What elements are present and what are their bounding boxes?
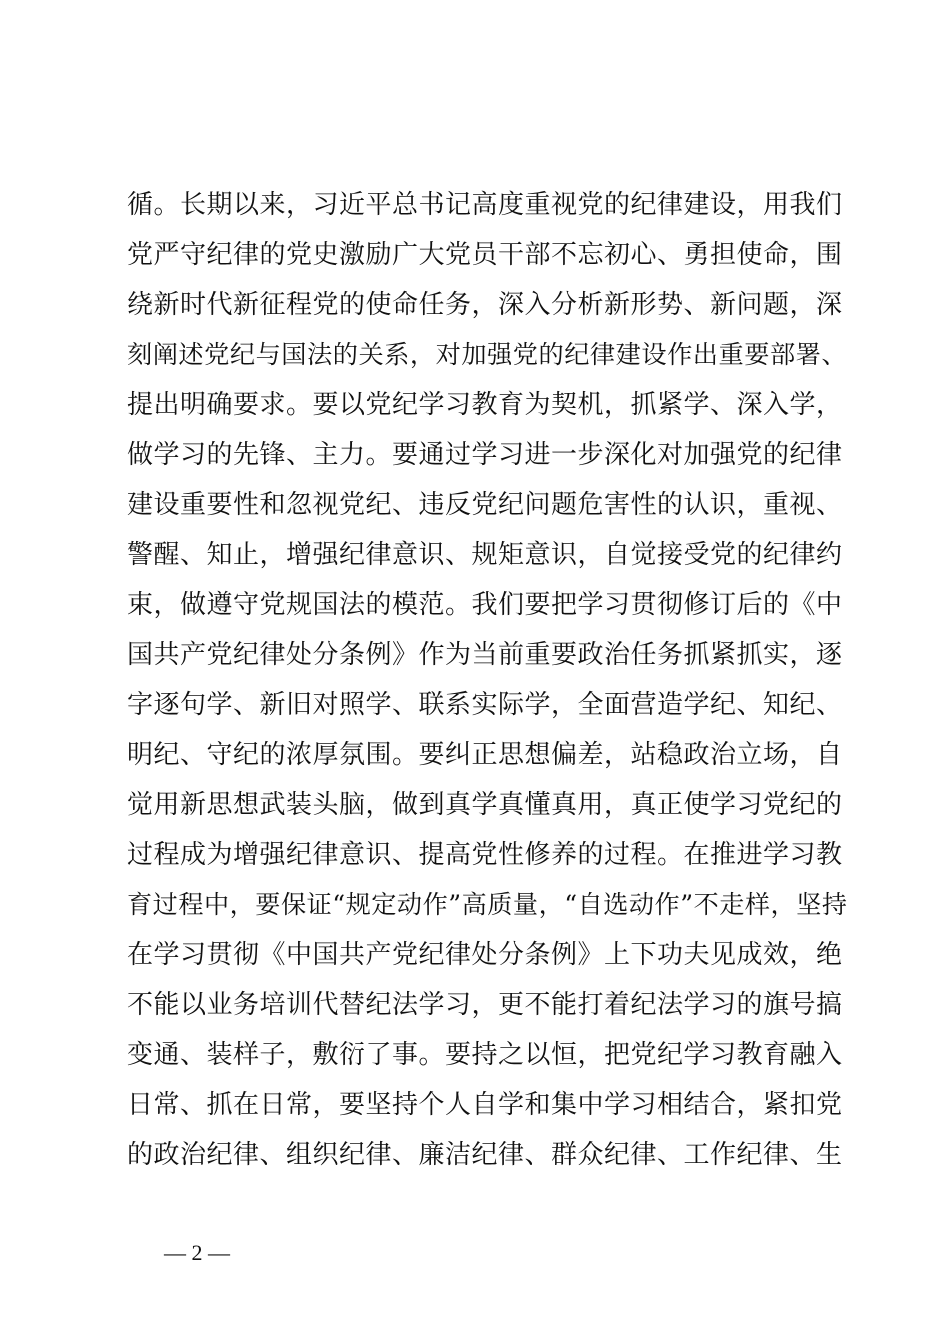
text-line-14: 过程成为增强纪律意识、提高党性修养的过程。在推进学习教	[127, 840, 843, 870]
text-line-18: 变通、装样子，敷衍了事。要持之以恒，把党纪学习教育融入	[127, 1040, 843, 1070]
text-line-6: 做学习的先锋、主力。要通过学习进一步深化对加强党的纪律	[127, 440, 843, 470]
body-text	[127, 180, 847, 1180]
text-line-17: 不能以业务培训代替纪法学习，更不能打着纪法学习的旗号搞	[127, 990, 843, 1020]
text-line-20: 的政治纪律、组织纪律、廉洁纪律、群众纪律、工作纪律、生	[127, 1140, 843, 1170]
text-line-8: 警醒、知止，增强纪律意识、规矩意识，自觉接受党的纪律约	[127, 540, 843, 570]
text-line-2: 党严守纪律的党史激励广大党员干部不忘初心、勇担使命，围	[127, 240, 843, 270]
text-line-1: 循。长期以来，习近平总书记高度重视党的纪律建设，用我们	[127, 190, 843, 220]
text-line-4: 刻阐述党纪与国法的关系，对加强党的纪律建设作出重要部署、	[127, 340, 848, 369]
text-line-16: 在学习贯彻《中国共产党纪律处分条例》上下功夫见成效，绝	[127, 940, 843, 970]
text-line-3: 绕新时代新征程党的使命任务，深入分析新形势、新问题，深	[127, 290, 843, 320]
page-number: — 2 —	[164, 1240, 230, 1265]
text-line-12: 明纪、守纪的浓厚氛围。要纠正思想偏差，站稳政治立场，自	[127, 740, 843, 770]
text-line-19: 日常、抓在日常，要坚持个人自学和集中学习相结合，紧扣党	[127, 1090, 843, 1120]
text-line-9: 束，做遵守党规国法的模范。我们要把学习贯彻修订后的《中	[127, 590, 843, 620]
text-line-7: 建设重要性和忽视党纪、违反党纪问题危害性的认识，重视、	[127, 490, 843, 520]
text-line-5: 提出明确要求。要以党纪学习教育为契机，抓紧学、深入学，	[127, 390, 843, 420]
text-line-13: 觉用新思想武装头脑，做到真学真懂真用，真正使学习党纪的	[127, 790, 843, 820]
text-line-10: 国共产党纪律处分条例》作为当前重要政治任务抓紧抓实，逐	[127, 640, 843, 670]
text-line-11: 字逐句学、新旧对照学、联系实际学，全面营造学纪、知纪、	[127, 690, 843, 720]
text-line-15: 育过程中，要保证“规定动作”高质量，“自选动作”不走样，坚持	[127, 890, 848, 919]
